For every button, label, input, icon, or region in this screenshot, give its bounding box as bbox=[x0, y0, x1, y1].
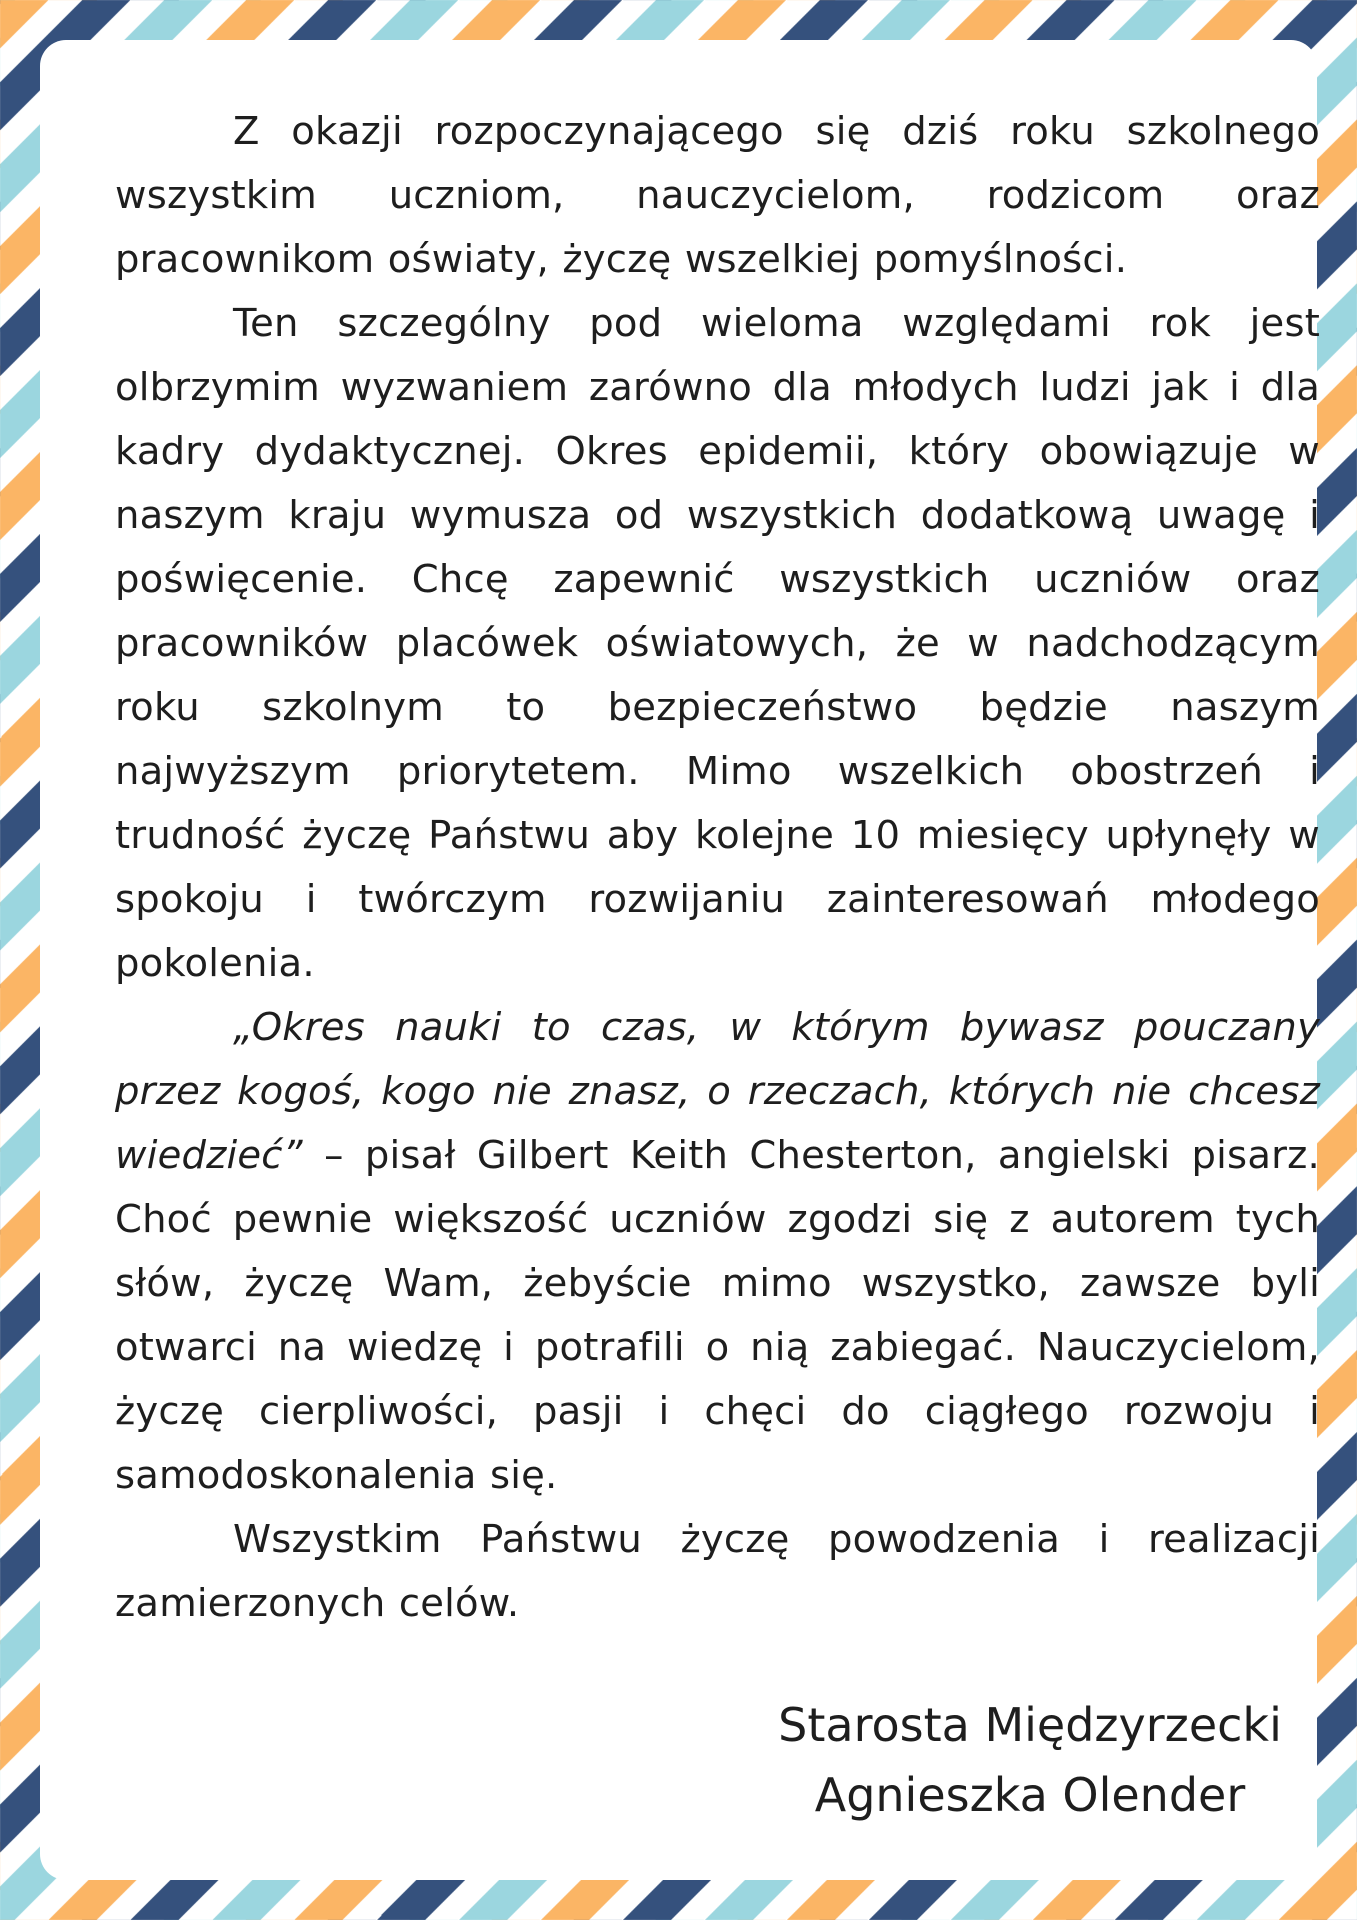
letter-paragraph-3 bbox=[115, 996, 1320, 1508]
letter-paragraph-3-text: – pisał Gilbert Keith Chesterton, angielski pisarz. Choć pewnie większość uczniów zgodzi się z autorem tych słów, życzę Wam, żebyście mimo wszystko, zawsze byli otwarci na wiedzę i potrafili o nią zabiegać. Nauczycielom, życzę cierpliwości, pasji i chęci do ciągłego rozwoju i samodoskonalenia się. bbox=[115, 1133, 1320, 1498]
signature-block bbox=[660, 1690, 1357, 1830]
signature-name: Agnieszka Olender bbox=[814, 1768, 1246, 1822]
chesterton-quote: „Okres nauki to czas, w którym bywasz pouczany przez kogoś, kogo nie znasz, o rzeczach, których nie chcesz wiedzieć” bbox=[115, 1005, 1320, 1178]
letter-paragraph-4: Wszystkim Państwu życzę powodzenia i realizacji zamierzonych celów. bbox=[115, 1517, 1320, 1626]
letter-paragraph-1: Z okazji rozpoczynającego się dziś roku szkolnego wszystkim uczniom, nauczycielom, rodzicom oraz pracownikom oświaty, życzę wszelkiej pomyślności. bbox=[115, 109, 1320, 282]
letter-body bbox=[115, 100, 1320, 1636]
signature-title: Starosta Międzyrzecki bbox=[778, 1698, 1282, 1752]
letter-sheet bbox=[40, 40, 1320, 1880]
letter-paragraph-2: Ten szczególny pod wieloma względami rok jest olbrzymim wyzwaniem zarówno dla młodych ludzi jak i dla kadry dydaktycznej. Okres epidemii, który obowiązuje w naszym kraju wymusza od wszystkich dodatkową uwagę i poświęcenie. Chcę zapewnić wszystkich uczniów oraz pracowników placówek oświatowych, że w nadchodzącym roku szkolnym to bezpieczeństwo będzie naszym najwyższym priorytetem. Mimo wszelkich obostrzeń i trudność życzę Państwu aby kolejne 10 miesięcy upłynęły w spokoju i twórczym rozwijaniu zainteresowań młodego pokolenia. bbox=[115, 301, 1320, 986]
